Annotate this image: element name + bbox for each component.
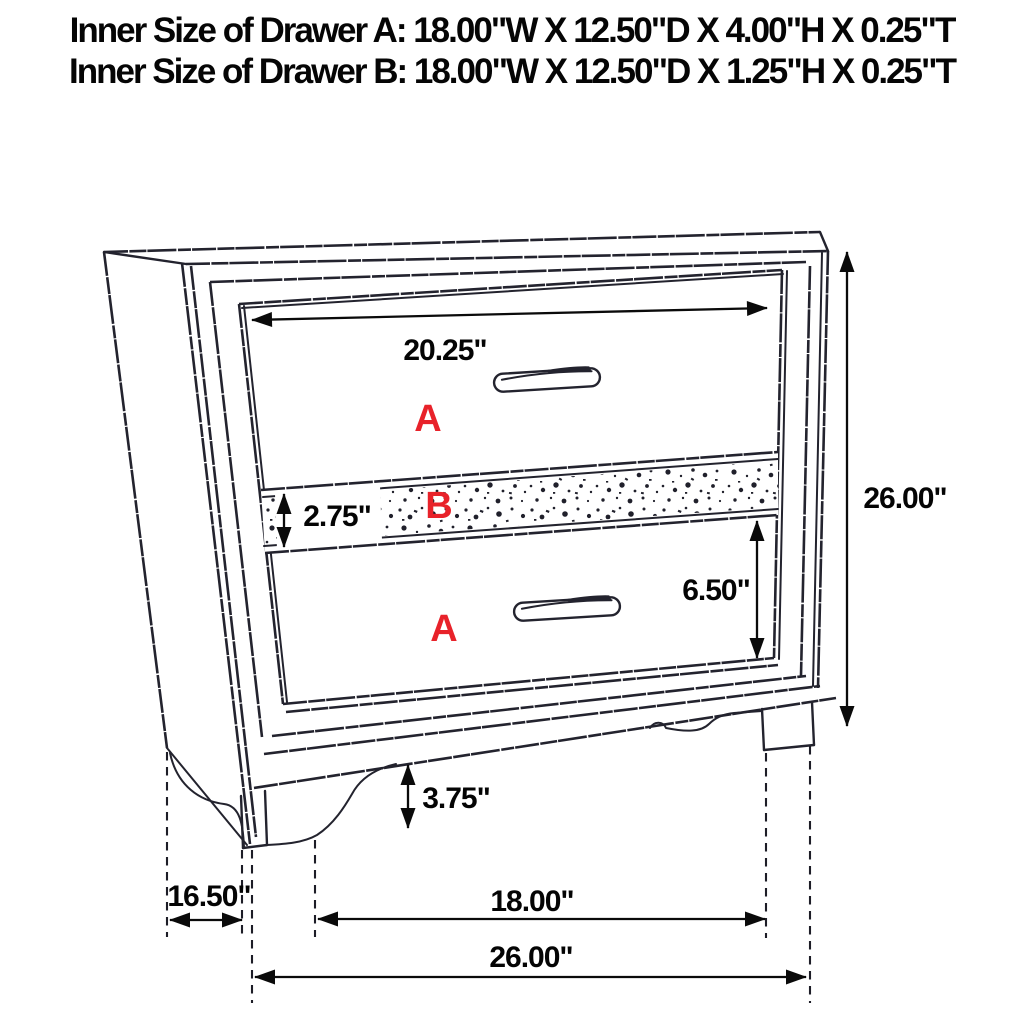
dim-overall-width [255, 941, 806, 977]
overall-width-label: 26.00" [489, 941, 573, 974]
spec-line-drawer-a: Inner Size of Drawer A: 18.00"W X 12.50"D X 4.00"H X 0.25"T [69, 11, 955, 50]
left-foot [170, 753, 396, 848]
left-foot-side-bracket [170, 753, 244, 847]
drawer-b-height-label: 2.75" [303, 500, 371, 533]
top-left-edge [104, 252, 186, 264]
spec-line-drawer-b: Inner Size of Drawer B: 18.00"W X 12.50"D X 1.25"H X 0.25"T [69, 52, 955, 91]
overall-height-label: 26.00" [863, 482, 947, 515]
right-foot [650, 702, 814, 750]
drawer-a-height-label: 6.50" [682, 574, 750, 607]
frame-outer-top-edge [186, 251, 828, 264]
side-panel-bottom-edge [167, 748, 247, 845]
frame-mid-right [801, 266, 810, 676]
opening-top-1 [239, 270, 782, 304]
dim-foot-height [408, 765, 490, 828]
drawer-a-top-letter: A [414, 398, 442, 440]
opening-top-2 [242, 274, 783, 308]
between-legs-label: 18.00" [490, 885, 574, 918]
top-back-edge [104, 232, 820, 252]
dim-between-legs [318, 885, 765, 919]
right-foot-bracket-curve [650, 711, 762, 731]
drawer-b-letter: B [425, 485, 453, 527]
dim-overall-height [847, 252, 947, 726]
front-left-corner-inner [191, 266, 256, 837]
bottom-drawer-handle [513, 594, 620, 621]
top-drawer-handle [493, 365, 600, 392]
top-right-edge [820, 232, 828, 251]
dim-depth [167, 880, 250, 920]
side-panel-left-edge [104, 252, 167, 748]
foot-height-label: 3.75" [422, 782, 490, 815]
dim-opening-width [252, 308, 767, 367]
frame-outer-right [818, 251, 828, 688]
opening-width-label: 20.25" [403, 334, 487, 367]
drawer-a-bottom-letter: A [430, 608, 458, 650]
opening-bottom [283, 658, 774, 704]
depth-label: 16.50" [167, 880, 251, 913]
dim-drawer-a-height [682, 521, 757, 658]
